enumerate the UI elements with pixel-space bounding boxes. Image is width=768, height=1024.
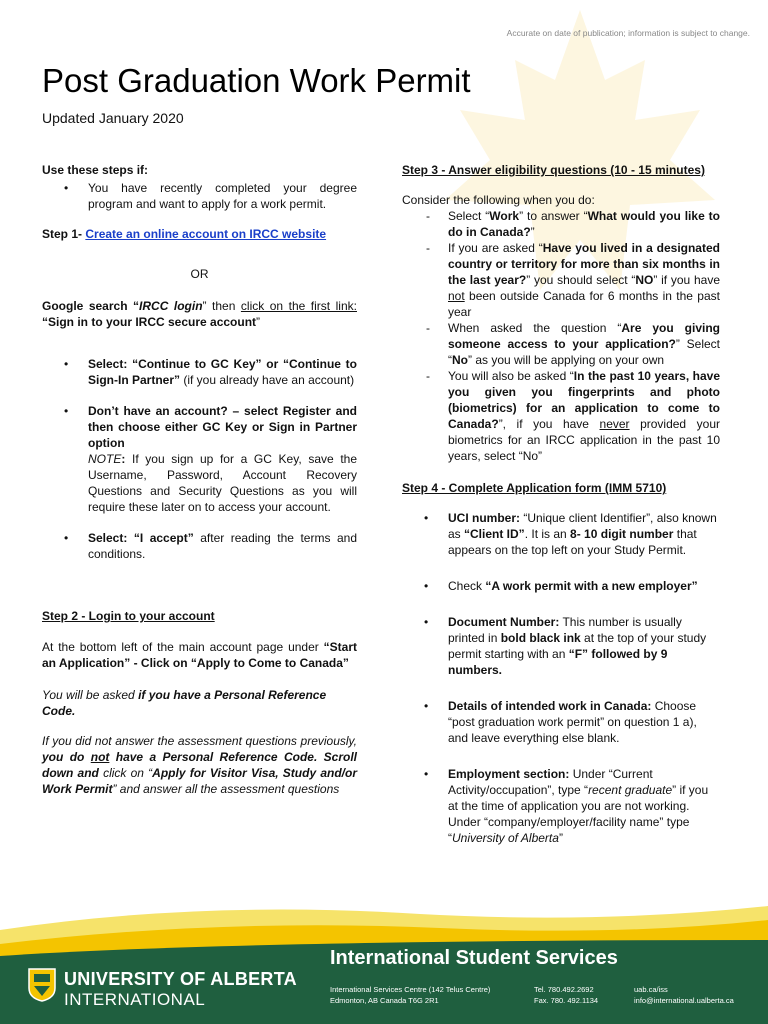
no-reference-instructions	[42, 733, 357, 797]
step1-label: Step 1-	[42, 227, 83, 241]
website-link[interactable]: uab.ca/iss	[634, 985, 668, 994]
address-block	[330, 984, 490, 1006]
nd-text: ” and answer all the assessment questions	[112, 782, 340, 796]
use-steps-bullet: • You have recently completed your degree program and want to apply for a work permit.	[42, 180, 357, 212]
or-separator: OR	[190, 267, 209, 281]
email-link[interactable]: info@international.ualberta.ca	[634, 996, 734, 1005]
bullet-uci	[402, 510, 720, 558]
nd-bold: have a Personal Reference Code. Scroll down and	[42, 750, 357, 780]
u-bold: UCI number:	[448, 511, 520, 525]
bullet-text: If you sign up for a GC Key, save the Username, Password, Account Recovery Questions and Security Questions as you will require these later on to access your account.	[88, 452, 357, 514]
d-text: ”	[530, 225, 535, 239]
de-bold: Details of intended work in Canada:	[448, 699, 652, 713]
d-bold: What would you like to do in Canada?	[448, 209, 721, 239]
bullet-continue-gc-key	[42, 356, 357, 388]
nd-text: click on “	[98, 766, 153, 780]
c-text: Check	[448, 579, 486, 593]
d-bold: Work	[489, 209, 520, 223]
d-text: ” as you will be applying on your own	[468, 353, 665, 367]
step2-text: - Click on	[130, 656, 191, 670]
d-bold: No	[452, 353, 468, 367]
iss-title: International Student Services	[330, 947, 618, 969]
em-text: Under “Current Activity/occupation”, type “	[448, 767, 653, 797]
step2-text: At the bottom left of the main account page under	[42, 640, 324, 654]
google-ircc-login: IRCC login	[139, 299, 203, 313]
d-text: provided your biometrics for an IRCC application in the past 10 years, select “No”	[448, 417, 720, 463]
step2-heading: Step 2 - Login to your account	[42, 609, 215, 623]
d-text: If you are asked “	[448, 241, 543, 255]
dash-biometrics	[402, 368, 720, 464]
bullet-bold: Don’t have an account? – select Register and then choose either GC Key or Sign in Partner option	[88, 404, 357, 450]
google-search-instructions	[42, 298, 357, 330]
u-bold: “Client ID”	[464, 527, 525, 541]
google-text: Google search “	[42, 299, 140, 313]
updated-date: Updated January 2020	[42, 110, 184, 126]
address-line-1: International Services Centre (142 Telus Centre)	[330, 985, 491, 994]
em-text: ”	[558, 831, 563, 845]
d-bold: Are you giving someone access to your application?	[448, 321, 720, 351]
dn-text: This number is usually printed in	[448, 615, 682, 645]
bullet-employment-section	[402, 766, 720, 846]
u-bold: 8- 10 digit number	[570, 527, 674, 541]
address-line-2: Edmonton, AB Canada T6G 2R1	[330, 996, 439, 1005]
google-first-link: click on the first link:	[240, 299, 357, 313]
step1	[42, 226, 357, 242]
u-text: that appears on the top left on your Study Permit.	[448, 527, 697, 557]
ircc-account-link[interactable]: Create an online account on IRCC website	[85, 227, 327, 241]
nd-text: If you did not answer the assessment questions previously,	[42, 734, 357, 748]
bullet-details-work	[402, 698, 720, 746]
phone-block	[534, 984, 598, 1006]
de-text: Choose “post graduation work permit” on question 1 a), and leave everything else blank.	[448, 699, 697, 745]
apply-come-canada: “Apply to Come to Canada”	[190, 656, 349, 670]
em-italic: University of Alberta	[452, 831, 559, 845]
bullet-no-account	[42, 403, 357, 515]
c-bold: “A work permit with a new employer”	[485, 579, 698, 593]
d-underline: not	[448, 289, 465, 303]
d-bold: NO	[635, 273, 654, 287]
personal-reference-note	[42, 687, 357, 719]
d-bold: Have you lived in a designated country or territory for more than six months in the last year?	[448, 241, 720, 287]
d-bold: In the past 10 years, have you given you fingerprints and photo (biometrics) for an application to come to Canada?	[448, 369, 721, 431]
google-text: ” then	[202, 299, 241, 313]
em-bold: Employment section:	[448, 767, 570, 781]
use-steps-heading: Use these steps if:	[42, 163, 149, 177]
d-text: ”, if you have	[498, 417, 600, 431]
prc-bold: if you have a Personal Reference Code.	[42, 688, 327, 718]
start-application: “Start an Application”	[42, 640, 357, 670]
university-subtitle: INTERNATIONAL	[64, 990, 206, 1009]
bullet-bold: Select: “I accept”	[88, 531, 194, 545]
bullet-check-work-permit	[402, 578, 720, 594]
d-text: been outside Canada for 6 months in the past year	[448, 289, 720, 319]
dn-text: at the top of your study permit starting with an	[448, 631, 707, 661]
dash-designated-country	[402, 240, 720, 320]
google-sign-in: “Sign in to your IRCC secure account	[42, 315, 257, 329]
em-italic: recent graduate	[588, 783, 673, 797]
note-colon: :	[121, 452, 126, 466]
right-column	[402, 162, 720, 846]
nd-apply: Apply for Visitor Visa, Study and/or Work Permit	[42, 766, 357, 796]
u-text: . It is an	[524, 527, 571, 541]
nd-not: not	[90, 750, 110, 764]
d-text: ” Select “	[448, 337, 721, 367]
dn-bold: bold black ink	[500, 631, 581, 645]
bullet-bold: Select: “Continue to GC Key” or “Continue to Sign-In Partner”	[88, 357, 357, 387]
step3-heading: Step 3 - Answer eligibility questions (10 - 15 minutes)	[402, 163, 705, 177]
nd-bold: you do	[42, 750, 91, 764]
consider-text: Consider the following when you do:	[402, 193, 595, 207]
dash-access	[402, 320, 720, 368]
university-name: UNIVERSITY OF ALBERTA	[64, 969, 297, 989]
d-text: ” to answer “	[519, 209, 588, 223]
step2-instructions	[42, 639, 357, 671]
bullet-document-number	[402, 614, 720, 678]
dn-bold: “F” followed by 9 numbers.	[448, 647, 668, 677]
d-text: ” if you have	[653, 273, 720, 287]
page-title: Post Graduation Work Permit	[42, 62, 471, 99]
dash-work	[402, 208, 720, 240]
step4-heading: Step 4 - Complete Application form (IMM 5710)	[402, 481, 667, 495]
prc-text: You will be asked	[42, 688, 139, 702]
d-text: Select “	[448, 209, 490, 223]
disclaimer: Accurate on date of publication; information is subject to change.	[506, 28, 750, 38]
em-text: ” if you at the time of application you are not working. Under “company/employer/facility name” type “	[448, 783, 709, 845]
d-underline: never	[599, 417, 630, 431]
google-text: ”	[256, 315, 261, 329]
dn-bold: Document Number:	[448, 615, 560, 629]
bullet-text: after reading the terms and conditions.	[88, 531, 357, 561]
note-label: NOTE	[88, 452, 122, 466]
d-text: When asked the question “	[448, 321, 622, 335]
d-text: ” you should select “	[526, 273, 636, 287]
u-text: “Unique client Identifier”, also known as	[448, 511, 717, 541]
d-text: You will also be asked “	[448, 369, 574, 383]
tel-number: Tel. 780.492.2692	[534, 985, 594, 994]
left-column	[42, 162, 357, 797]
bullet-text: (if you already have an account)	[180, 373, 355, 387]
fax-number: Fax. 780. 492.1134	[534, 996, 599, 1005]
bullet-i-accept	[42, 530, 357, 562]
university-shield-icon	[28, 968, 56, 1002]
web-block	[634, 984, 734, 1006]
